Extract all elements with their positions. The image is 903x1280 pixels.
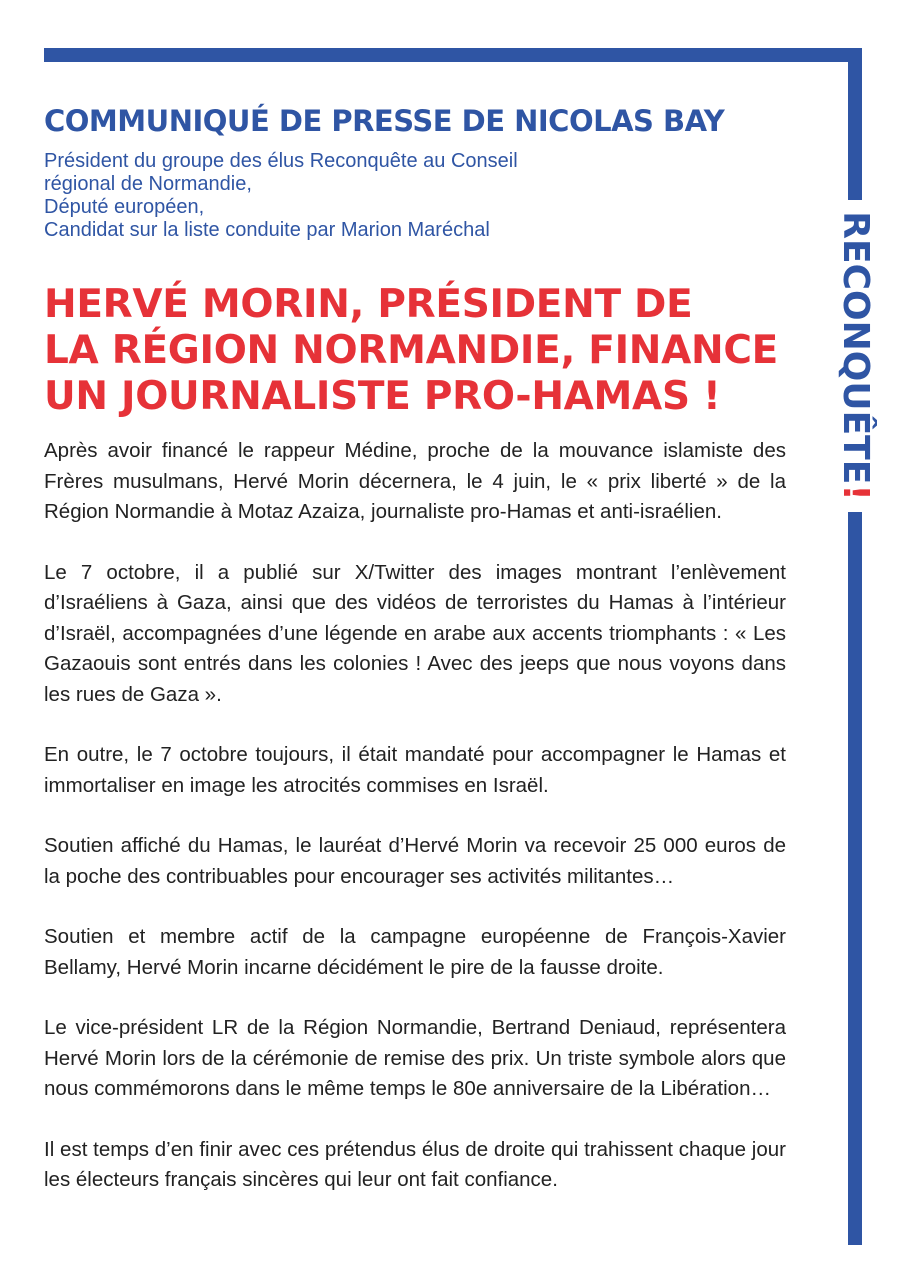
author-title-line: Candidat sur la liste conduite par Marion Maréchal xyxy=(44,219,490,241)
body-paragraph: Soutien affiché du Hamas, le lauréat d’Hervé Morin va recevoir 25 000 euros de la poche des contribuables pour encourager ses activités militantes… xyxy=(44,834,786,888)
author-title-line: Président du groupe des élus Reconquête au Conseil xyxy=(44,150,518,172)
headline xyxy=(44,282,824,420)
brand-word: RECONQUÊTE xyxy=(835,211,876,485)
body-paragraph: Soutien et membre actif de la campagne européenne de François-Xavier Bellamy, Hervé Morin incarne décidément le pire de la fausse droite. xyxy=(44,925,786,979)
press-release-body xyxy=(44,436,786,1226)
headline-line: UN JOURNALISTE PRO-HAMAS ! xyxy=(44,374,721,419)
body-paragraph: En outre, le 7 octobre toujours, il était mandaté pour accompagner le Hamas et immortaliser en image les atrocités commises en Israël. xyxy=(44,743,786,797)
body-paragraph: Il est temps d’en finir avec ces prétendus élus de droite qui trahissent chaque jour les électeurs français sincères qui leur ont fait confiance. xyxy=(44,1137,786,1191)
author-title-line: régional de Normandie, xyxy=(44,173,252,195)
right-border-bar-bottom xyxy=(848,512,862,1245)
body-paragraph: Le 7 octobre, il a publié sur X/Twitter des images montrant l’enlèvement d’Israéliens à Gaza, ainsi que des vidéos de terroristes du Hamas à l’intérieur d’Israël, accompagnées d’une légende en arabe aux accents triomphants : « Les Gazaouis sont entrés dans les colonies ! Avec des jeeps que nous voyons dans les rues de Gaza ». xyxy=(44,560,786,706)
author-title-line: Député européen, xyxy=(44,196,205,218)
brand-mark: ! xyxy=(835,484,876,501)
right-border-bar-top xyxy=(848,48,862,200)
body-paragraph: Le vice-président LR de la Région Normandie, Bertrand Deniaud, représentera Hervé Morin lors de la cérémonie de remise des prix. Un triste symbole alors que nous commémorons dans le même temps le 80e anniversaire de la Libération… xyxy=(44,1016,786,1100)
headline-line: LA RÉGION NORMANDIE, FINANCE xyxy=(44,328,779,373)
body-paragraph: Après avoir financé le rappeur Médine, proche de la mouvance islamiste des Frères musulmans, Hervé Morin décernera, le 4 juin, le « prix liberté » de la Région Normandie à Motaz Azaiza, journaliste pro-Hamas et anti-israélien. xyxy=(44,439,786,523)
author-titles xyxy=(44,150,684,242)
headline-line: HERVÉ MORIN, PRÉSIDENT DE xyxy=(44,282,693,327)
press-release-kicker: COMMUNIQUÉ DE PRESSE DE NICOLAS BAY xyxy=(44,104,725,138)
top-border-bar xyxy=(44,48,862,62)
brand-logo-text xyxy=(835,211,876,501)
